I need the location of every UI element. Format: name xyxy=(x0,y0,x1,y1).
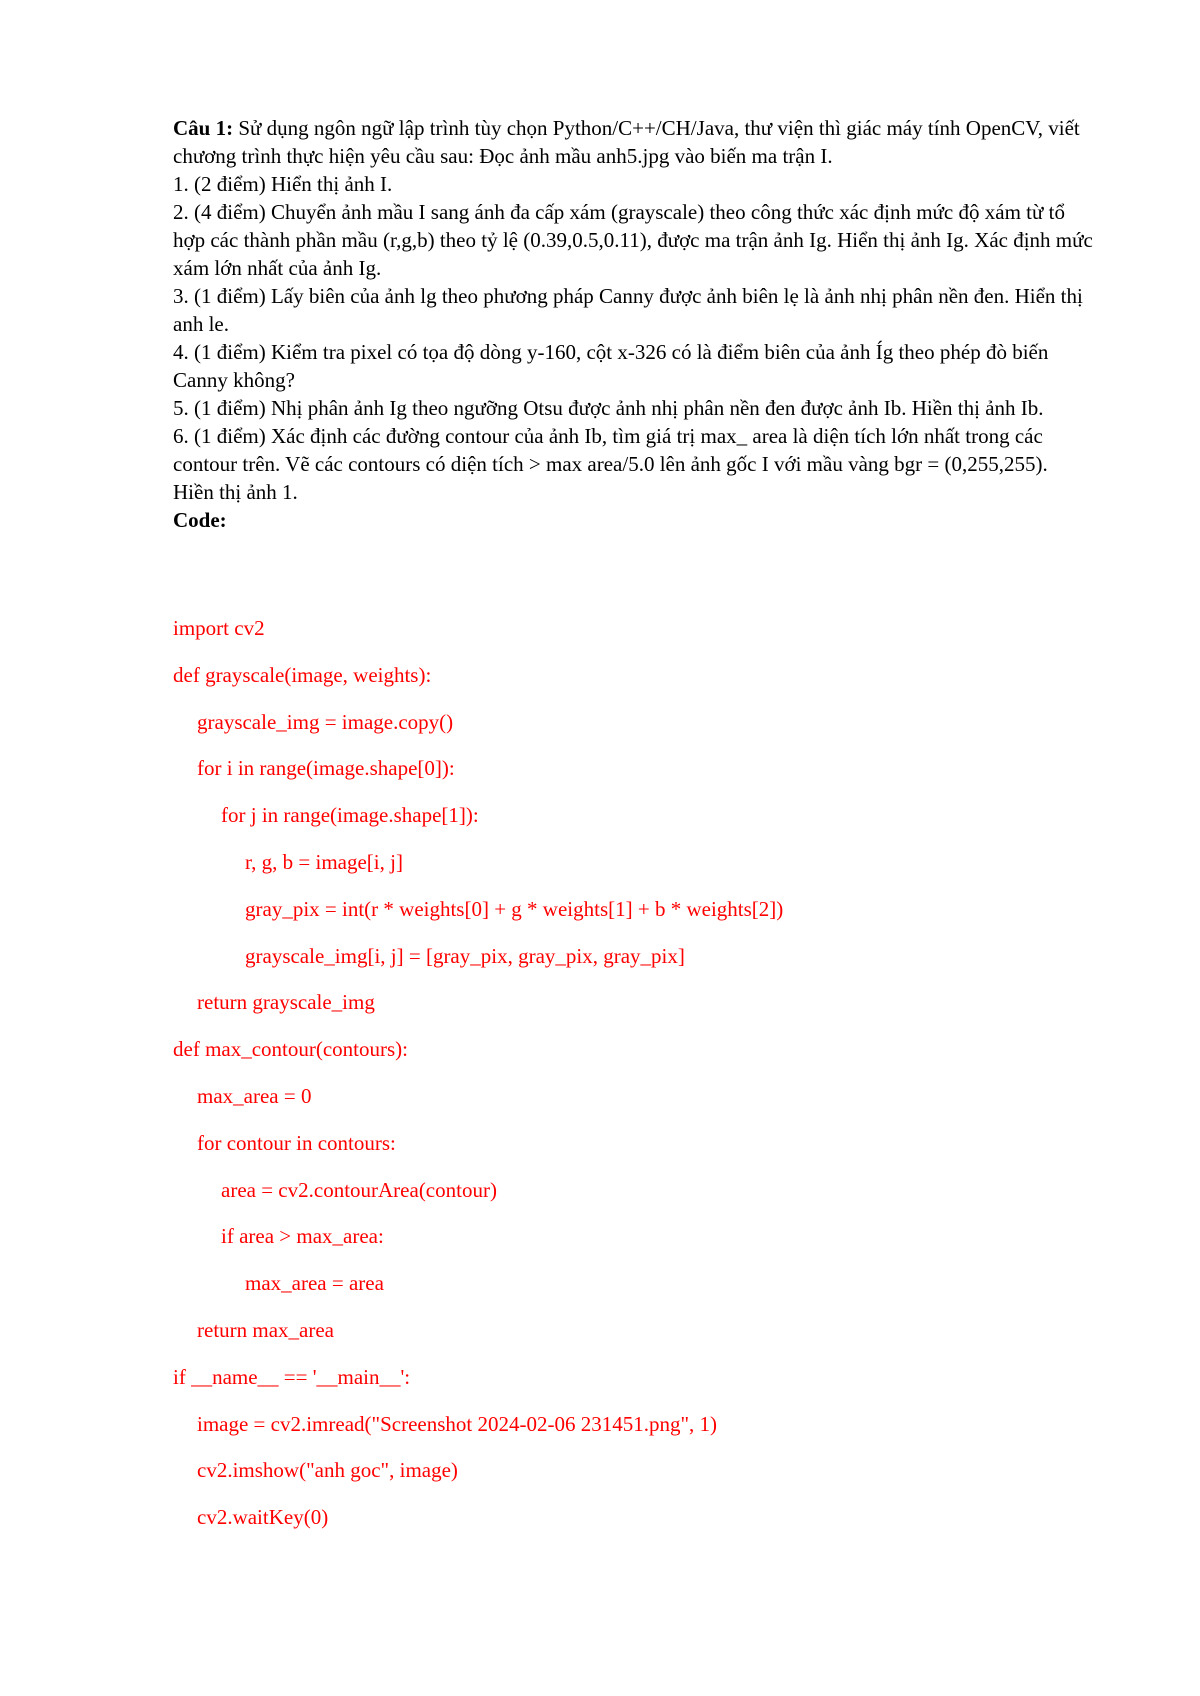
question-item-1: 1. (2 điểm) Hiển thị ảnh I. xyxy=(173,172,393,196)
code-line: max_area = area xyxy=(245,1271,384,1296)
code-line: def grayscale(image, weights): xyxy=(173,662,432,687)
code-line: gray_pix = int(r * weights[0] + g * weights[1] + b * weights[2]) xyxy=(245,896,784,921)
question-intro-text: Sử dụng ngôn ngữ lập trình tùy chọn Python/C++/CH/Java, thư viện thì giác máy tính OpenCV, viết chương trình thực hiện yêu cầu sau: Đọc ảnh mầu anh5.jpg vào biến ma trận I. xyxy=(173,116,1080,168)
code-line: import cv2 xyxy=(173,616,265,640)
question-item-4: 4. (1 điểm) Kiểm tra pixel có tọa độ dòng y-160, cột x-326 có là điểm biên của ảnh Íg theo phép đò biến Canny không? xyxy=(173,340,1049,392)
code-line: r, g, b = image[i, j] xyxy=(245,849,403,874)
question-label: Câu 1: xyxy=(173,116,234,140)
code-line: for j in range(image.shape[1]): xyxy=(221,803,479,828)
code-line: grayscale_img[i, j] = [gray_pix, gray_pix, gray_pix] xyxy=(245,943,685,968)
question-item-5: 5. (1 điểm) Nhị phân ảnh Ig theo ngưỡng Otsu được ảnh nhị phân nền đen được ảnh Ib. Hiền thị ảnh Ib. xyxy=(173,396,1044,420)
code-line: for i in range(image.shape[0]): xyxy=(197,756,455,781)
code-line: return max_area xyxy=(197,1317,335,1342)
question-item-6: 6. (1 điểm) Xác định các đường contour của ảnh Ib, tìm giá trị max_ area là diện tích lớn nhất trong các contour trên. Vẽ các contours có diện tích > max area/5.0 lên ảnh gốc I với mầu vàng bgr = (0,255,255). xyxy=(173,424,1048,476)
question-intro xyxy=(173,114,1093,170)
code-line: if area > max_area: xyxy=(221,1224,384,1249)
code-line: area = cv2.contourArea(contour) xyxy=(221,1177,497,1202)
code-block xyxy=(173,605,1093,1541)
code-line: cv2.imshow("anh goc", image) xyxy=(197,1458,458,1483)
code-line: max_area = 0 xyxy=(197,1083,312,1108)
code-line: grayscale_img = image.copy() xyxy=(197,709,454,734)
code-line: cv2.waitKey(0) xyxy=(197,1505,329,1530)
question-item-3: 3. (1 điểm) Lấy biên của ảnh lg theo phương pháp Canny được ảnh biên lẹ là ảnh nhị phân nền đen. Hiển thị anh le. xyxy=(173,284,1083,336)
question-item-7: Hiền thị ảnh 1. xyxy=(173,480,298,504)
code-line: def max_contour(contours): xyxy=(173,1037,409,1062)
code-line: for contour in contours: xyxy=(197,1130,396,1155)
code-label: Code: xyxy=(173,508,227,532)
question-block xyxy=(173,114,1093,534)
code-line: return grayscale_img xyxy=(197,990,375,1015)
question-item-2: 2. (4 điểm) Chuyển ảnh mầu I sang ánh đa cấp xám (grayscale) theo công thức xác định mức độ xám từ tổ hợp các thành phần mầu (r,g,b) theo tỷ lệ (0.39,0.5,0.11), được ma trận ảnh Ig. Hiển thị ảnh Ig. Xác định mức xám lớn nhất của ảnh Ig. xyxy=(173,200,1093,280)
code-line: if __name__ == '__main__': xyxy=(173,1364,411,1389)
code-line: image = cv2.imread("Screenshot 2024-02-06 231451.png", 1) xyxy=(197,1411,718,1436)
